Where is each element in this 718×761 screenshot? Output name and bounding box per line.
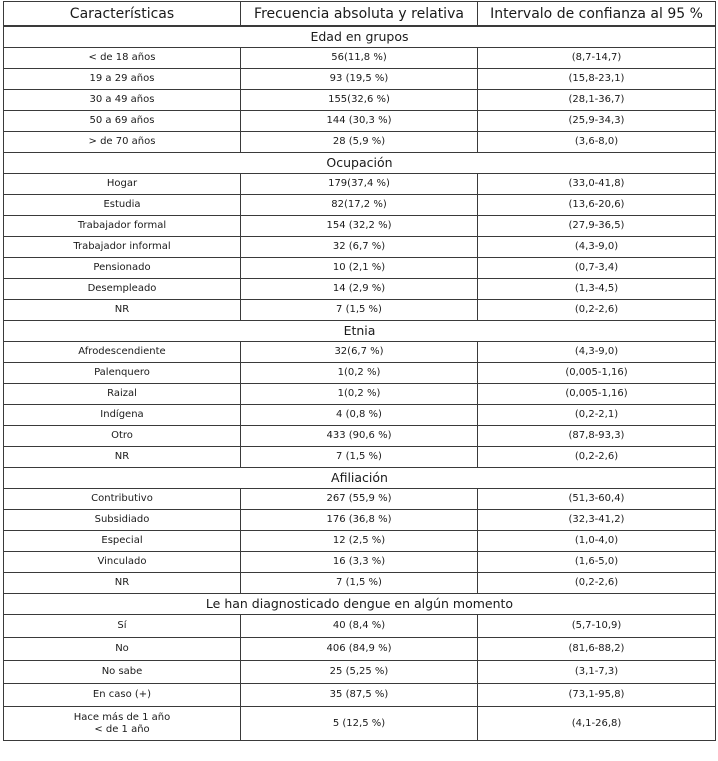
cell-interval: (5,7-10,9) bbox=[478, 615, 716, 638]
table-row bbox=[4, 510, 716, 531]
cell-characteristic: 19 a 29 años bbox=[4, 69, 241, 90]
cell-characteristic: No sabe bbox=[4, 661, 241, 684]
cell-frequency: 28 (5,9 %) bbox=[241, 132, 478, 153]
cell-interval: (0,005-1,16) bbox=[478, 363, 716, 384]
cell-characteristic: Especial bbox=[4, 531, 241, 552]
header-confidence-interval: Intervalo de confianza al 95 % bbox=[478, 2, 716, 27]
table-row bbox=[4, 300, 716, 321]
cell-frequency: 12 (2,5 %) bbox=[241, 531, 478, 552]
cell-interval: (4,3-9,0) bbox=[478, 237, 716, 258]
section-header-row bbox=[4, 321, 716, 342]
cell-interval: (0,7-3,4) bbox=[478, 258, 716, 279]
cell-frequency: 144 (30,3 %) bbox=[241, 111, 478, 132]
table-row bbox=[4, 638, 716, 661]
cell-interval: (1,3-4,5) bbox=[478, 279, 716, 300]
table-row bbox=[4, 363, 716, 384]
cell-interval: (4,1-26,8) bbox=[478, 707, 716, 741]
cell-frequency: 25 (5,25 %) bbox=[241, 661, 478, 684]
cell-interval: (13,6-20,6) bbox=[478, 195, 716, 216]
cell-frequency: 176 (36,8 %) bbox=[241, 510, 478, 531]
cell-interval: (33,0-41,8) bbox=[478, 174, 716, 195]
table-row bbox=[4, 405, 716, 426]
cell-frequency: 7 (1,5 %) bbox=[241, 300, 478, 321]
cell-characteristic: Indígena bbox=[4, 405, 241, 426]
table-row bbox=[4, 342, 716, 363]
cell-frequency: 7 (1,5 %) bbox=[241, 573, 478, 594]
cell-interval: (81,6-88,2) bbox=[478, 638, 716, 661]
table-row bbox=[4, 174, 716, 195]
table-row bbox=[4, 384, 716, 405]
cell-frequency: 16 (3,3 %) bbox=[241, 552, 478, 573]
cell-characteristic: En caso (+) bbox=[4, 684, 241, 707]
cell-frequency: 1(0,2 %) bbox=[241, 363, 478, 384]
table-row bbox=[4, 69, 716, 90]
cell-interval: (4,3-9,0) bbox=[478, 342, 716, 363]
cell-characteristic: Trabajador formal bbox=[4, 216, 241, 237]
table-row bbox=[4, 489, 716, 510]
cell-interval: (0,2-2,6) bbox=[478, 573, 716, 594]
cell-frequency: 14 (2,9 %) bbox=[241, 279, 478, 300]
header-characteristics: Características bbox=[4, 2, 241, 27]
cell-interval: (3,1-7,3) bbox=[478, 661, 716, 684]
cell-frequency: 4 (0,8 %) bbox=[241, 405, 478, 426]
cell-interval: (0,2-2,6) bbox=[478, 447, 716, 468]
table-row bbox=[4, 531, 716, 552]
table-row bbox=[4, 279, 716, 300]
section-header-row bbox=[4, 468, 716, 489]
table-row bbox=[4, 258, 716, 279]
cell-frequency: 1(0,2 %) bbox=[241, 384, 478, 405]
characteristics-table bbox=[3, 1, 716, 741]
cell-characteristic: Pensionado bbox=[4, 258, 241, 279]
cell-frequency: 154 (32,2 %) bbox=[241, 216, 478, 237]
cell-frequency: 35 (87,5 %) bbox=[241, 684, 478, 707]
cell-characteristic: Hogar bbox=[4, 174, 241, 195]
section-title: Le han diagnosticado dengue en algún momento bbox=[4, 594, 716, 615]
cell-characteristic: > de 70 años bbox=[4, 132, 241, 153]
header-row bbox=[4, 2, 716, 27]
cell-interval: (87,8-93,3) bbox=[478, 426, 716, 447]
cell-interval: (0,005-1,16) bbox=[478, 384, 716, 405]
section-title: Afiliación bbox=[4, 468, 716, 489]
cell-interval: (1,0-4,0) bbox=[478, 531, 716, 552]
cell-interval: (27,9-36,5) bbox=[478, 216, 716, 237]
cell-characteristic: Contributivo bbox=[4, 489, 241, 510]
cell-frequency: 82(17,2 %) bbox=[241, 195, 478, 216]
cell-frequency: 7 (1,5 %) bbox=[241, 447, 478, 468]
cell-characteristic: Palenquero bbox=[4, 363, 241, 384]
cell-characteristic: NR bbox=[4, 573, 241, 594]
cell-characteristic: Trabajador informal bbox=[4, 237, 241, 258]
cell-frequency: 40 (8,4 %) bbox=[241, 615, 478, 638]
section-title: Ocupación bbox=[4, 153, 716, 174]
cell-characteristic: Vinculado bbox=[4, 552, 241, 573]
table-container bbox=[3, 1, 716, 741]
section-header-row bbox=[4, 594, 716, 615]
cell-frequency: 433 (90,6 %) bbox=[241, 426, 478, 447]
table-row bbox=[4, 90, 716, 111]
cell-frequency: 10 (2,1 %) bbox=[241, 258, 478, 279]
cell-characteristic: Otro bbox=[4, 426, 241, 447]
cell-interval: (8,7-14,7) bbox=[478, 48, 716, 69]
cell-frequency: 267 (55,9 %) bbox=[241, 489, 478, 510]
cell-frequency: 406 (84,9 %) bbox=[241, 638, 478, 661]
cell-characteristic: NR bbox=[4, 300, 241, 321]
cell-characteristic: Raizal bbox=[4, 384, 241, 405]
cell-interval: (15,8-23,1) bbox=[478, 69, 716, 90]
table-row bbox=[4, 684, 716, 707]
table-row bbox=[4, 573, 716, 594]
section-title: Etnia bbox=[4, 321, 716, 342]
table-row bbox=[4, 426, 716, 447]
cell-characteristic: < de 18 años bbox=[4, 48, 241, 69]
cell-characteristic: Desempleado bbox=[4, 279, 241, 300]
cell-interval: (1,6-5,0) bbox=[478, 552, 716, 573]
cell-interval: (51,3-60,4) bbox=[478, 489, 716, 510]
cell-characteristic: Sí bbox=[4, 615, 241, 638]
cell-characteristic: Estudia bbox=[4, 195, 241, 216]
table-row bbox=[4, 48, 716, 69]
table-row bbox=[4, 237, 716, 258]
table-row bbox=[4, 661, 716, 684]
cell-characteristic: Subsidiado bbox=[4, 510, 241, 531]
cell-characteristic: Hace más de 1 año < de 1 año bbox=[4, 707, 241, 741]
table-row bbox=[4, 707, 716, 741]
table-row bbox=[4, 216, 716, 237]
cell-characteristic: 50 a 69 años bbox=[4, 111, 241, 132]
cell-characteristic: 30 a 49 años bbox=[4, 90, 241, 111]
table-row bbox=[4, 132, 716, 153]
cell-characteristic: Afrodescendiente bbox=[4, 342, 241, 363]
cell-frequency: 93 (19,5 %) bbox=[241, 69, 478, 90]
cell-characteristic: No bbox=[4, 638, 241, 661]
cell-frequency: 32 (6,7 %) bbox=[241, 237, 478, 258]
cell-frequency: 155(32,6 %) bbox=[241, 90, 478, 111]
table-row bbox=[4, 195, 716, 216]
cell-frequency: 179(37,4 %) bbox=[241, 174, 478, 195]
section-header-row bbox=[4, 26, 716, 48]
table-row bbox=[4, 552, 716, 573]
cell-interval: (0,2-2,1) bbox=[478, 405, 716, 426]
table-row bbox=[4, 447, 716, 468]
cell-frequency: 56(11,8 %) bbox=[241, 48, 478, 69]
cell-interval: (73,1-95,8) bbox=[478, 684, 716, 707]
table-row bbox=[4, 111, 716, 132]
cell-frequency: 5 (12,5 %) bbox=[241, 707, 478, 741]
table-row bbox=[4, 615, 716, 638]
table-body bbox=[4, 26, 716, 741]
cell-interval: (32,3-41,2) bbox=[478, 510, 716, 531]
section-title: Edad en grupos bbox=[4, 26, 716, 48]
cell-frequency: 32(6,7 %) bbox=[241, 342, 478, 363]
cell-interval: (3,6-8,0) bbox=[478, 132, 716, 153]
cell-interval: (0,2-2,6) bbox=[478, 300, 716, 321]
cell-interval: (25,9-34,3) bbox=[478, 111, 716, 132]
header-frequency: Frecuencia absoluta y relativa bbox=[241, 2, 478, 27]
section-header-row bbox=[4, 153, 716, 174]
cell-interval: (28,1-36,7) bbox=[478, 90, 716, 111]
cell-characteristic: NR bbox=[4, 447, 241, 468]
